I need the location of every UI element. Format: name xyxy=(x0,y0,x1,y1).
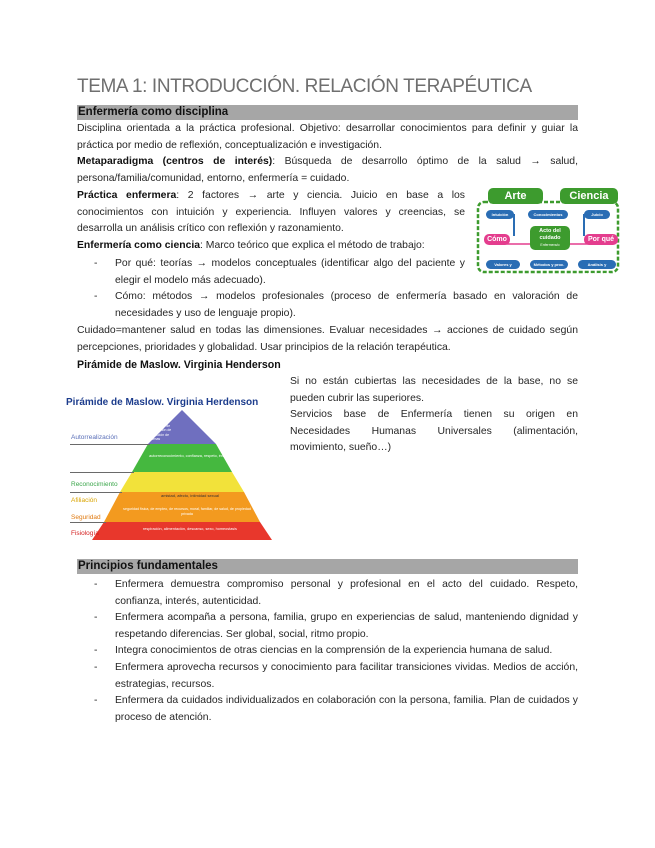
pyramid-divider xyxy=(70,472,134,473)
list-item: - Enfermera da cuidados individualizados en colaboración con la persona, familia. Plan de cuidados y proceso de atención. xyxy=(77,693,578,726)
pyramid-level-afiliacion xyxy=(120,472,244,492)
paragraph-practica xyxy=(77,188,465,238)
paragraph-disciplina: Disciplina orientada a la práctica profesional. Objetivo: desarrollar conocimientos para definir y guiar la práctica por medio de reflexión, conceptualización e investigación. xyxy=(77,123,578,151)
pyramid-divider xyxy=(70,492,122,493)
acto-cuidado-box xyxy=(530,226,570,250)
diagram-box: Juicio xyxy=(584,210,610,219)
diagram-box: Intuición xyxy=(486,210,514,219)
list-item: - Integra conocimientos de otras ciencias en la comprensión de la experiencia humana de salud. xyxy=(77,643,578,660)
paragraph-servicios-base: Servicios base de Enfermería tienen su origen en Necesidades Humanas Universales (alimentación, movimiento, sueño…) xyxy=(290,409,578,454)
ciencia-label: Ciencia xyxy=(560,188,618,204)
practica-text: : 2 factores → arte y ciencia. Juicio en base a los conocimientos con intuición y experiencia. Influyen valores y creencias, se desarrolla un análisis crítico con reflexión y razonamiento. xyxy=(77,190,465,235)
pyramid-label-afiliacion: Afiliación xyxy=(71,497,98,504)
page-title: TEMA 1: INTRODUCCIÓN. RELACIÓN TERAPÉUTICA xyxy=(77,76,532,97)
ciencia-term: Enfermería como ciencia xyxy=(77,240,201,251)
list-item: - Enfermera demuestra compromiso personal y profesional en el acto del cuidado. Respeto, confianza, interés, autenticidad. xyxy=(77,577,578,610)
pyramid-text-afiliacion: amistad, afecto, intimidad sexual xyxy=(160,493,220,498)
porque-label: Por qué xyxy=(584,234,618,245)
arte-ciencia-diagram xyxy=(474,186,622,276)
list-item: - Por qué: teorías → modelos conceptuales (identificar algo del paciente y elegir el modelo más adecuado). xyxy=(77,256,465,289)
maslow-subheading: Pirámide de Maslow. Virginia Henderson xyxy=(77,359,281,371)
paragraph-cuidado: Cuidado=mantener salud en todas las dimensiones. Evaluar necesidades → acciones de cuidado según percepciones, prioridades y globalidad. Usar principios de la relación terapéutica. xyxy=(77,325,578,353)
pyramid-label-autorrealizacion: Autorrealización xyxy=(71,434,118,441)
acto-cuidado-label: Acto del cuidado xyxy=(539,228,561,241)
list-item: - Enfermera acompaña a persona, familia, grupo en experiencias de salud, manteniendo dignidad y respetando diferencias. Ser global, social, ritmo propio. xyxy=(77,610,578,643)
pyramid-divider xyxy=(70,522,106,523)
section-heading-disciplina: Enfermería como disciplina xyxy=(77,105,578,120)
principios-bullet-list xyxy=(77,577,578,726)
pyramid-text-reconocimiento: autorreconocimiento, confianza, respeto, éxito xyxy=(149,454,227,458)
pyramid-label-reconocimiento: Reconocimiento xyxy=(71,481,118,488)
list-item: - Cómo: métodos → modelos profesionales (proceso de enfermería basado en valoración de necesidades y uso de lenguaje propio). xyxy=(77,289,578,322)
metaparadigma-term: Metaparadigma (centros de interés) xyxy=(77,156,273,167)
pyramid-divider xyxy=(70,444,150,445)
diagram-box: Conocimientos xyxy=(528,210,568,219)
practica-term: Práctica enfermera xyxy=(77,190,177,201)
paragraph-metaparadigma xyxy=(77,154,578,187)
pyramid-level-fisiologia xyxy=(92,522,272,540)
diagram-box: Métodos y proc. xyxy=(530,260,568,269)
diagram-box: Valores y creencias xyxy=(486,260,520,269)
ciencia-text: : Marco teórico que explica el método de trabajo: xyxy=(200,240,425,251)
metaparadigma-text: : Búsqueda de desarrollo óptimo de la salud → salud, persona/familia/comunidad, entorno, enfermería = cuidado. xyxy=(77,156,578,184)
list-item: - Enfermera aprovecha recursos y conocimiento para facilitar transiciones vividas. Medios de acción, estrategias, recursos. xyxy=(77,660,578,693)
paragraph-ciencia xyxy=(77,238,465,255)
pyramid-figure-title: Pirámide de Maslow. Virginia Herdenson xyxy=(66,397,259,408)
enfermera-label: Enfermera/o xyxy=(540,243,560,247)
paragraph-maslow-base: Si no están cubiertas las necesidades de la base, no se pueden cubrir las superiores. xyxy=(290,376,578,404)
diagram-box: Análisis y razonamiento xyxy=(578,260,616,269)
pyramid-text-seguridad: seguridad física, de empleo, de recursos, moral, familiar, de salud, de propiedad privada xyxy=(123,507,251,516)
pyramid-label-seguridad: Seguridad xyxy=(71,514,101,521)
pyramid-label-fisiologia: Fisiología xyxy=(71,530,99,537)
arte-label: Arte xyxy=(488,188,543,204)
pyramid-text-autorrealizacion: moralidad, creatividad, espontaneidad, falta de prejuicios, aceptación de hechos, resolución de problemas xyxy=(132,419,172,441)
pyramid-text-fisiologia: respiración, alimentación, descanso, sexo, homeostasis xyxy=(143,527,237,531)
como-label: Cómo xyxy=(484,234,510,245)
section-heading-principios: Principios fundamentales xyxy=(77,559,578,574)
